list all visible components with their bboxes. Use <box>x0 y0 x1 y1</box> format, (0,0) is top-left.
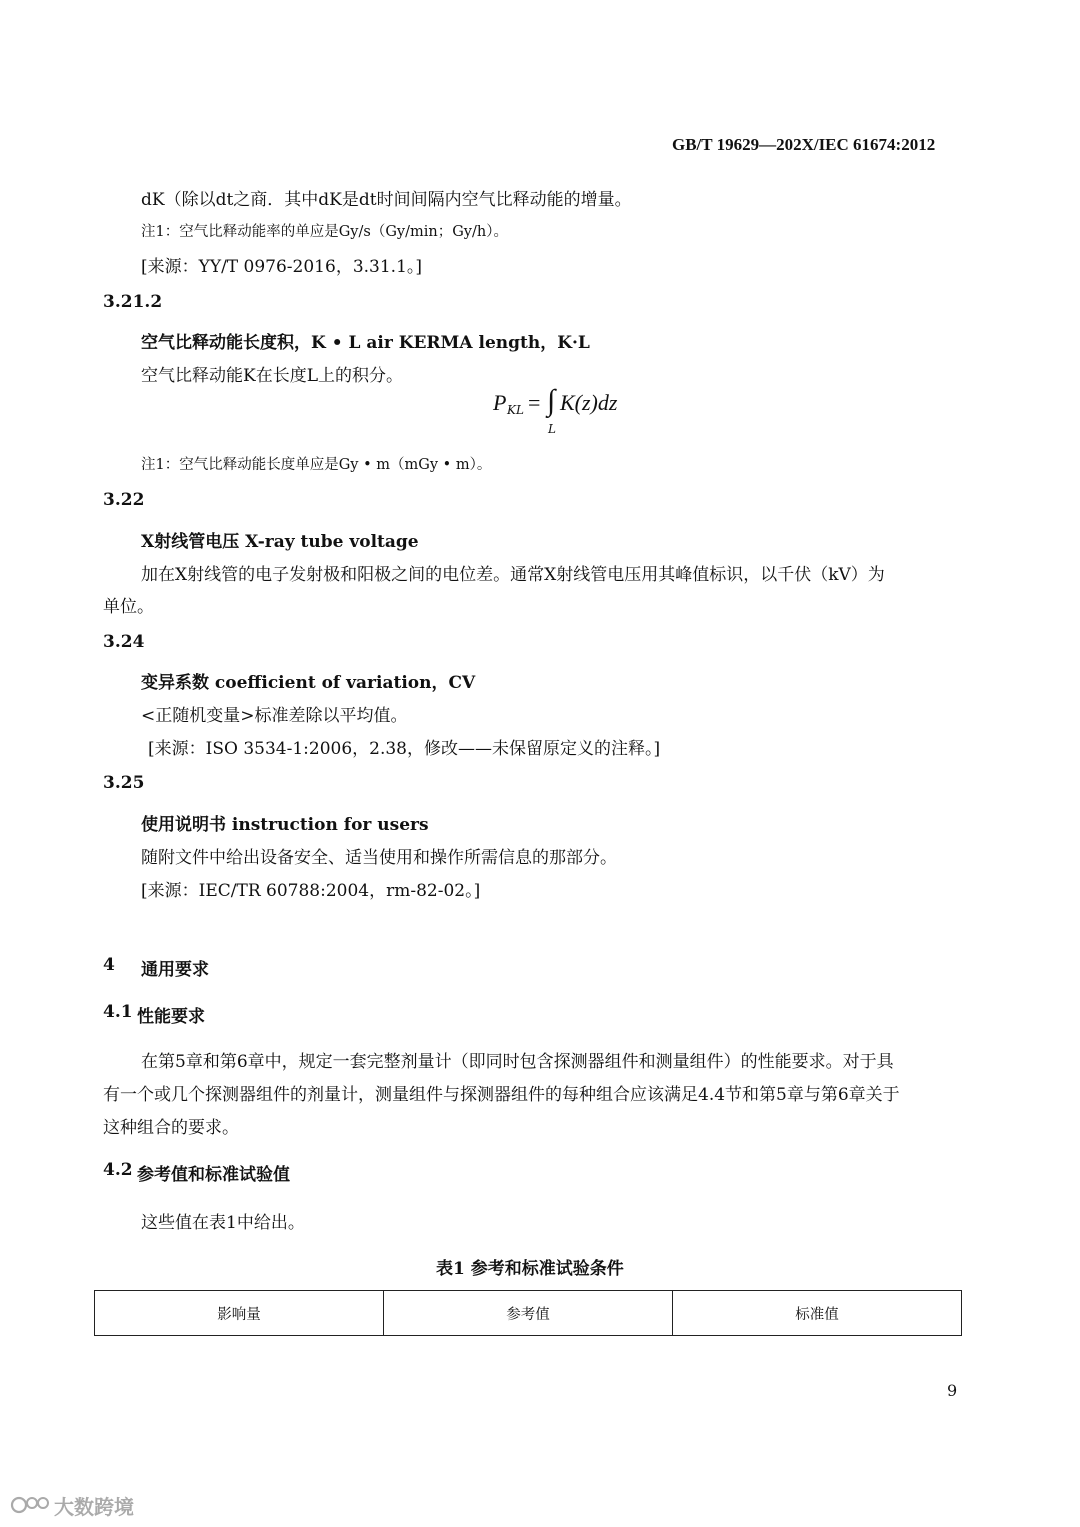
section-number: 4.1 <box>103 1002 133 1022</box>
chapter-number: 4 <box>103 955 115 975</box>
watermark-text: 大数跨境 <box>54 1495 134 1519</box>
section-title: 参考值和标准试验值 <box>137 1165 290 1185</box>
table-caption: 表1 参考和标准试验条件 <box>436 1259 624 1279</box>
paragraph-line: 这种组合的要求。 <box>103 1118 239 1138</box>
watermark-logo-icon <box>10 1494 50 1516</box>
integral-sign: ∫ <box>547 384 556 417</box>
formula-lhs-subscript: KL <box>507 403 524 417</box>
term-title: 使用说明书 instruction for users <box>141 815 429 835</box>
note: 注1：空气比释动能长度单应是Gy • m（mGy • m）。 <box>141 457 492 473</box>
paragraph: 这些值在表1中给出。 <box>141 1213 305 1233</box>
term-title: 空气比释动能长度积，K • L air KERMA length，K·L <box>141 333 590 353</box>
section-number: 4.2 <box>103 1160 133 1180</box>
clause-number: 3.21.2 <box>103 292 163 312</box>
term-definition-wrap: 单位。 <box>103 597 154 617</box>
term-definition: 空气比释动能K在长度L上的积分。 <box>141 366 403 386</box>
table-header-cell: 参考值 <box>384 1291 673 1336</box>
formula-equals: = <box>528 390 541 415</box>
table-header-cell: 标准值 <box>673 1291 962 1336</box>
paragraph-line: 有一个或几个探测器组件的剂量计，测量组件与探测器组件的每种组合应该满足4.4节和第5章与第6章关于 <box>103 1085 900 1105</box>
formula-rhs: K(z)dz <box>560 390 618 415</box>
paragraph-line: 在第5章和第6章中，规定一套完整剂量计（即同时包含探测器组件和测量组件）的性能要求。对于具 <box>141 1052 894 1072</box>
standard-id: GB/T 19629—202X/IEC 61674:2012 <box>672 135 936 154</box>
integral-subscript: L <box>548 422 556 436</box>
term-definition: 加在X射线管的电子发射极和阳极之间的电位差。通常X射线管电压用其峰值标识，以千伏（kV）为 <box>141 565 885 585</box>
chapter-title: 通用要求 <box>141 960 209 980</box>
table-header-row <box>95 1291 962 1336</box>
section-title: 性能要求 <box>137 1007 205 1027</box>
clause-number: 3.24 <box>103 632 145 652</box>
term-title: X射线管电压 X-ray tube voltage <box>141 532 419 552</box>
formula <box>493 384 633 440</box>
table-header-cell: 影响量 <box>95 1291 384 1336</box>
term-title: 变异系数 coefficient of variation，CV <box>141 673 476 693</box>
formula-lhs: P <box>493 390 507 415</box>
page-number: 9 <box>947 1381 958 1400</box>
clause-number: 3.22 <box>103 490 145 510</box>
source-reference: [来源：ISO 3534-1:2006，2.38，修改——未保留原定义的注释。] <box>148 739 661 759</box>
term-definition: 随附文件中给出设备安全、适当使用和操作所需信息的那部分。 <box>141 848 617 868</box>
source-reference: [来源：IEC/TR 60788:2004，rm-82-02。] <box>141 881 481 901</box>
term-definition: <正随机变量>标准差除以平均值。 <box>141 706 408 726</box>
clause-number: 3.25 <box>103 773 145 793</box>
definition-continuation: dK（除以dt之商．其中dK是dt时间间隔内空气比释动能的增量。 <box>141 190 632 210</box>
note: 注1：空气比释动能率的单应是Gy/s（Gy/min；Gy/h）。 <box>141 224 508 240</box>
watermark <box>10 1490 150 1520</box>
table-1 <box>94 1290 962 1336</box>
source-reference: [来源：YY/T 0976-2016，3.31.1。] <box>141 257 423 277</box>
